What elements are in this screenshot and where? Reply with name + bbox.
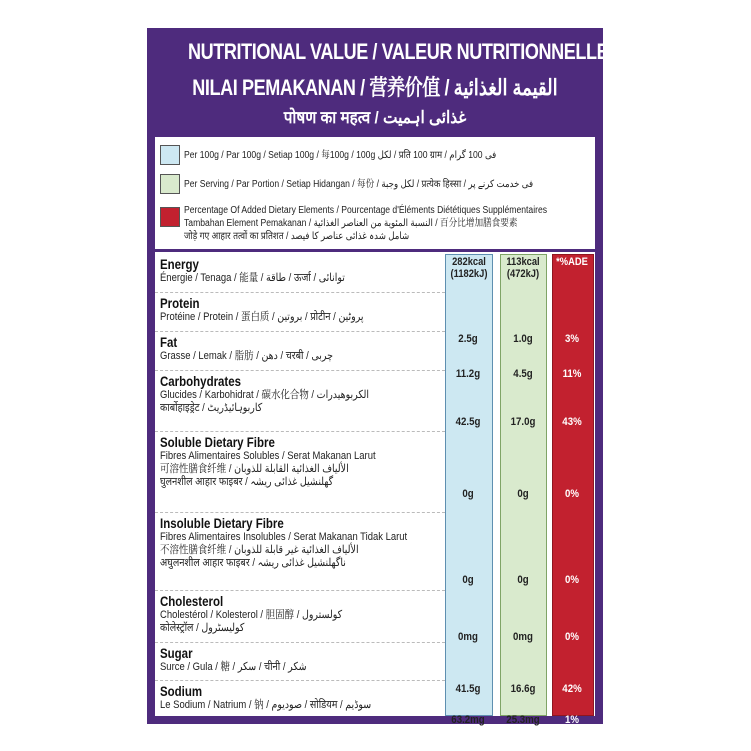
nutrition-table	[155, 252, 595, 726]
per-serving-value: 0g	[517, 488, 529, 500]
ade-value: 11%	[562, 368, 582, 380]
row-divider	[155, 370, 445, 371]
legend-per-100g-label: Per 100g / Par 100g / Setiap 100g / 每100g / 100g لكل / प्रति 100 ग्राम / فی 100 گرام	[184, 150, 497, 161]
per-100g-value: 11.2g	[455, 368, 481, 380]
title-line-2: NILAI PEMAKANAN / 营养价值 / القيمة الغذائية	[192, 75, 558, 100]
per-100g-value: 63.2mg	[451, 714, 485, 726]
nutrient-translation: Grasse / Lemak / 脂肪 / دهن / चरबी / چربی	[160, 350, 333, 362]
nutrient-translation: Protéine / Protein / 蛋白质 / بروتين / प्रोटीन / پروٹین	[160, 311, 364, 323]
per-100g-value: 0mg	[458, 631, 478, 643]
title-line-3: पोषण का महत्व / غذائی اہمیت	[283, 108, 467, 127]
per-serving-value: 25.3mg	[506, 714, 540, 726]
per-100g-value: 41.5g	[455, 683, 481, 695]
nutrient-name: Cholesterol	[160, 593, 224, 609]
per-100g-kj: (1182kJ)	[450, 268, 488, 280]
ade-value: 0%	[565, 488, 579, 500]
nutrient-translation: कार्बोहाइड्रेट / کاربوہائیڈریٹ	[160, 402, 263, 414]
ade-value: 3%	[565, 333, 579, 345]
title-line-1: NUTRITIONAL VALUE / VALEUR NUTRITIONNELLE	[188, 39, 609, 64]
nutrient-translation: Fibres Alimentaires Insolubles / Serat Makanan Tidak Larut	[160, 531, 408, 543]
per-100g-value: 0g	[462, 488, 474, 500]
nutrient-translation: Le Sodium / Natrium / 钠 / صوديوم / सोडियम / سوڈیم	[160, 699, 372, 711]
per-serving-column	[500, 254, 547, 716]
nutrient-translation: Fibres Alimentaires Solubles / Serat Makanan Larut	[160, 450, 376, 462]
ade-column	[552, 254, 594, 716]
nutrient-translation: Énergie / Tenaga / 能量 / طاقة / ऊर्जा / توانائی	[160, 272, 345, 284]
per-100g-value: 0g	[462, 574, 474, 586]
nutrient-translation: Glucides / Karbohidrat / 碳水化合物 / الكربوهيدرات	[160, 389, 370, 401]
nutrition-label-panel	[147, 28, 609, 726]
row-divider	[155, 431, 445, 432]
nutrient-name: Protein	[160, 295, 200, 311]
nutrient-translation: 可溶性膳食纤维 / الألياف الغذائية القابلة للذوبان	[160, 463, 349, 475]
nutrient-translation: 不溶性膳食纤维 / الألياف الغذائية غير قابلة للذوبان	[160, 544, 359, 556]
nutrient-name: Insoluble Dietary Fibre	[160, 515, 284, 531]
nutrient-translation: कोलेस्ट्रॉल / کولیسٹرول	[160, 622, 245, 634]
row-divider	[155, 642, 445, 643]
per-100g-column	[445, 254, 493, 716]
per-serving-swatch	[160, 174, 180, 194]
per-serving-kj: (472kJ)	[506, 268, 540, 280]
per-100g-value: 42.5g	[455, 416, 481, 428]
nutrient-translation: अघुलनशील आहार फाइबर / ناگھلنشیل غذائی ریشہ	[160, 557, 346, 569]
row-divider	[155, 680, 445, 681]
ade-value: 43%	[562, 416, 582, 428]
per-serving-value: 0mg	[513, 631, 533, 643]
per-serving-value: 16.6g	[510, 683, 536, 695]
row-divider	[155, 331, 445, 332]
nutrient-name: Carbohydrates	[160, 373, 242, 389]
legend-ade-line-3: जोड़े गए आहार तत्वों का प्रतिशत / شامل شدہ غذائی عناصر کا فیصد	[184, 231, 410, 242]
legend-ade-line-2: Tambahan Element Pemakanan / النسبة المئوية من العناصر الغذائية / 百分比增加膳食要素	[184, 218, 518, 229]
per-100g-kcal: 282kcal	[452, 256, 486, 268]
per-serving-kcal: 113kcal	[506, 256, 540, 268]
ade-swatch	[160, 207, 180, 227]
per-100g-swatch	[160, 145, 180, 165]
per-serving-value: 17.0g	[510, 416, 536, 428]
nutrient-translation: Cholestérol / Kolesterol / 胆固醇 / كولسترول	[160, 609, 343, 621]
legend-ade-line-1: Percentage Of Added Dietary Elements / Pourcentage d'Éléments Diététiques Supplémentaires	[184, 205, 548, 216]
per-100g-value: 2.5g	[458, 333, 478, 345]
per-serving-energy-header	[501, 256, 545, 280]
nutrient-name: Sugar	[160, 645, 193, 661]
nutrient-name: Soluble Dietary Fibre	[160, 434, 275, 450]
per-serving-value: 0g	[517, 574, 529, 586]
ade-value: 0%	[565, 631, 579, 643]
ade-value: 42%	[562, 683, 582, 695]
per-serving-value: 1.0g	[513, 333, 533, 345]
legend	[155, 137, 595, 249]
row-divider	[155, 512, 445, 513]
ade-value: 1%	[565, 714, 579, 726]
row-divider	[155, 292, 445, 293]
legend-per-serving-label: Per Serving / Par Portion / Setiap Hidangan / 每份 / لكل وجبة / प्रत्येक हिस्सा / فی خدمت کرنے پر	[184, 179, 534, 190]
nutrient-translation: Surce / Gula / 糖 / سكر / चीनी / شکر	[160, 661, 307, 673]
nutrient-name: Energy	[160, 256, 199, 272]
row-divider	[155, 590, 445, 591]
nutrient-name: Fat	[160, 334, 178, 350]
ade-header: *%ADE	[556, 256, 588, 268]
per-serving-value: 4.5g	[513, 368, 533, 380]
ade-value: 0%	[565, 574, 579, 586]
nutrient-name: Sodium	[160, 683, 203, 699]
per-100g-energy-header	[447, 256, 491, 280]
nutrient-translation: घुलनशील आहार फाइबर / گھلنشیل غذائی ریشہ	[160, 476, 334, 488]
